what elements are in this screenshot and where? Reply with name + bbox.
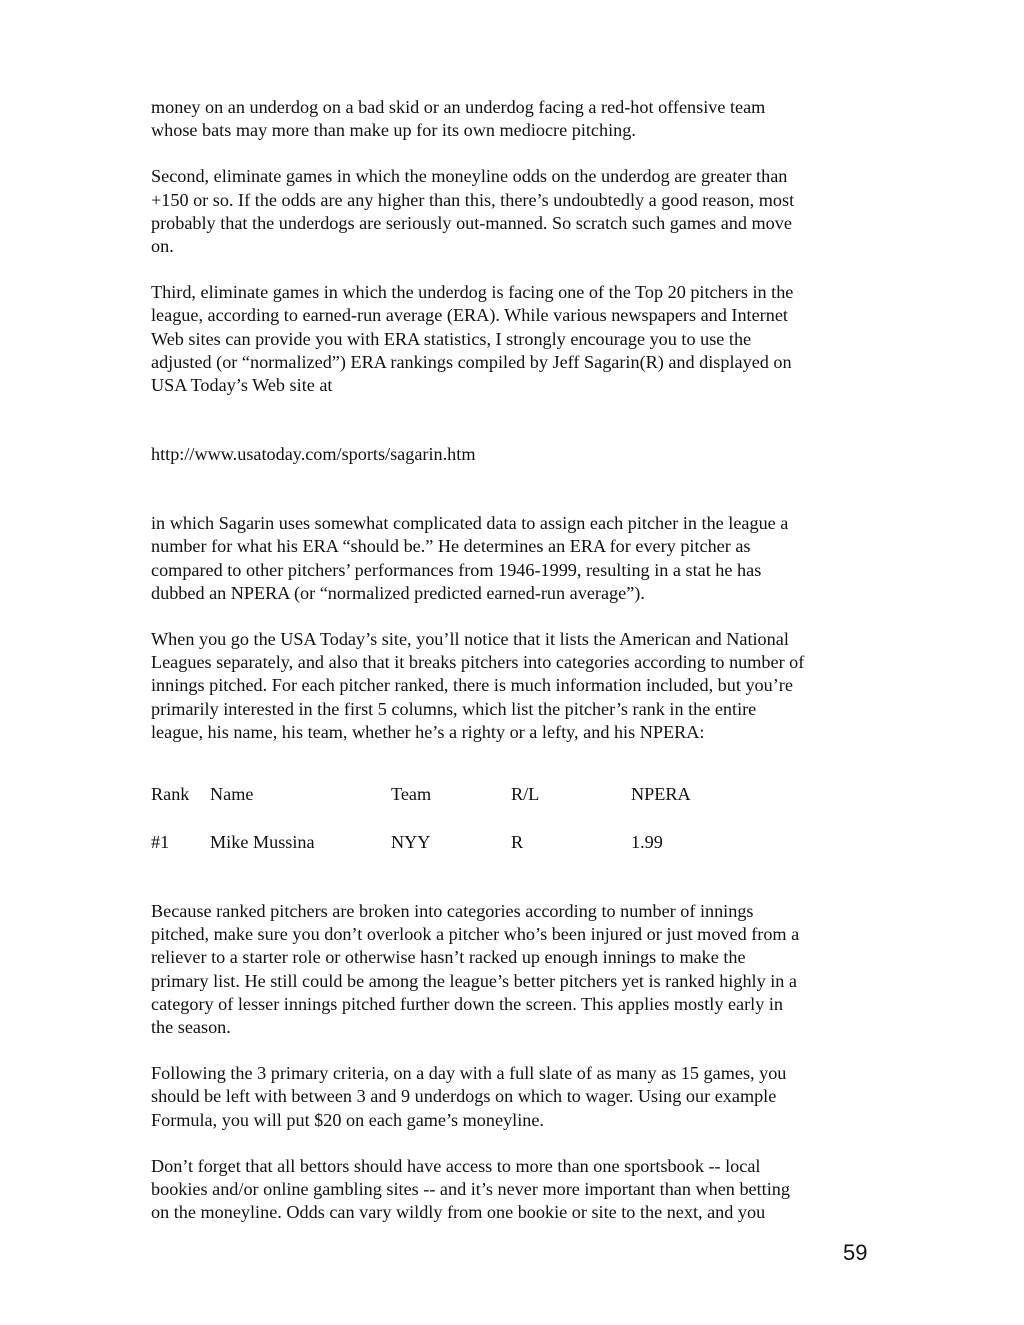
text-line: Because ranked pitchers are broken into categories according to number of innings <box>151 901 754 922</box>
page-number: 59 <box>843 1240 868 1265</box>
text-line: Following the 3 primary criteria, on a day with a full slate of as many as 15 games, you <box>151 1063 787 1084</box>
header-team: Team <box>391 784 432 805</box>
text-line: Third, eliminate games in which the underdog is facing one of the Top 20 pitchers in the <box>151 282 794 303</box>
text-line: +150 or so. If the odds are any higher than this, there’s undoubtedly a good reason, most <box>151 189 795 210</box>
table-header-row <box>151 783 876 806</box>
text-line: probably that the underdogs are seriously out-manned. So scratch such games and move <box>151 212 792 233</box>
text-line: When you go the USA Today’s site, you’ll notice that it lists the American and National <box>151 629 789 650</box>
text-line: league, his name, his team, whether he’s a righty or a lefty, and his NPERA: <box>151 721 705 742</box>
cell-rank: #1 <box>151 832 170 853</box>
document-page <box>151 96 876 1248</box>
text-line: bookies and/or online gambling sites -- and it’s never more important than when betting <box>151 1179 790 1200</box>
text-line: league, according to earned-run average (ERA). While various newspapers and Internet <box>151 305 788 326</box>
text-line: Formula, you will put $20 on each game’s moneyline. <box>151 1109 544 1130</box>
cell-rl: R <box>511 832 524 853</box>
text-line: category of lesser innings pitched further down the screen. This applies mostly early in <box>151 993 784 1014</box>
pitcher-table <box>151 783 876 854</box>
cell-npera: 1.99 <box>631 832 663 853</box>
text-line: the season. <box>151 1017 231 1038</box>
paragraph-7 <box>151 1062 876 1132</box>
text-line: adjusted (or “normalized”) ERA rankings compiled by Jeff Sagarin(R) and displayed on <box>151 351 792 372</box>
paragraph-1 <box>151 96 876 142</box>
text-line: on. <box>151 236 174 257</box>
text-line: should be left with between 3 and 9 underdogs on which to wager. Using our example <box>151 1086 777 1107</box>
text-line: number for what his ERA “should be.” He determines an ERA for every pitcher as <box>151 536 751 557</box>
header-rl: R/L <box>511 784 540 805</box>
sagarin-url: http://www.usatoday.com/sports/sagarin.htm <box>151 444 476 465</box>
paragraph-3 <box>151 281 876 397</box>
paragraph-8 <box>151 1155 876 1225</box>
text-line: reliever to a starter role or otherwise hasn’t racked up enough innings to make the <box>151 947 746 968</box>
text-line: innings pitched. For each pitcher ranked, there is much information included, but you’re <box>151 675 793 696</box>
cell-team: NYY <box>391 832 431 853</box>
text-line: whose bats may more than make up for its own mediocre pitching. <box>151 120 636 141</box>
paragraph-5 <box>151 628 876 744</box>
text-line: in which Sagarin uses somewhat complicated data to assign each pitcher in the league a <box>151 513 789 534</box>
text-line: on the moneyline. Odds can vary wildly from one bookie or site to the next, and you <box>151 1202 766 1223</box>
header-rank: Rank <box>151 784 190 805</box>
paragraph-4 <box>151 512 876 605</box>
text-line: compared to other pitchers’ performances from 1946-1999, resulting in a stat he has <box>151 559 762 580</box>
text-line: USA Today’s Web site at <box>151 375 333 396</box>
text-line: dubbed an NPERA (or “normalized predicted earned-run average”). <box>151 582 645 603</box>
text-line: Don’t forget that all bettors should have access to more than one sportsbook -- local <box>151 1155 761 1176</box>
cell-name: Mike Mussina <box>210 832 315 853</box>
text-line: Second, eliminate games in which the moneyline odds on the underdog are greater than <box>151 166 788 187</box>
table-row <box>151 831 876 854</box>
text-line: money on an underdog on a bad skid or an underdog facing a red-hot offensive team <box>151 97 766 117</box>
header-npera: NPERA <box>631 784 691 805</box>
text-line: Leagues separately, and also that it breaks pitchers into categories according to number of <box>151 652 805 673</box>
text-line: primary list. He still could be among the league’s better pitchers yet is ranked highly in a <box>151 970 797 991</box>
text-line: pitched, make sure you don’t overlook a pitcher who’s been injured or just moved from a <box>151 924 800 945</box>
text-line: Web sites can provide you with ERA statistics, I strongly encourage you to use the <box>151 328 752 349</box>
paragraph-2 <box>151 165 876 258</box>
text-line: primarily interested in the first 5 columns, which list the pitcher’s rank in the entire <box>151 698 757 719</box>
header-name: Name <box>210 784 254 805</box>
paragraph-6 <box>151 900 876 1039</box>
